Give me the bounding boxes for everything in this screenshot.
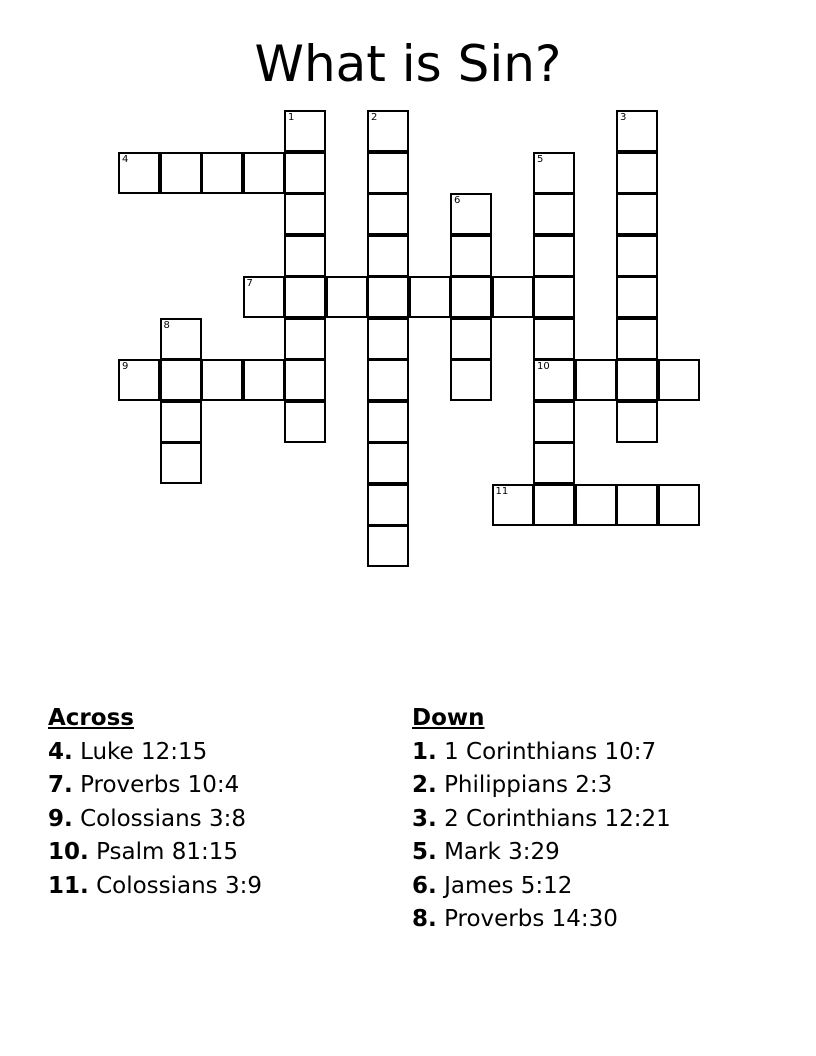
grid-cell[interactable] (533, 484, 575, 526)
grid-cell[interactable] (160, 359, 202, 401)
clue-num: 9. (48, 805, 73, 832)
clue-text: Philippians 2:3 (444, 772, 613, 798)
grid-cell[interactable] (160, 318, 202, 360)
grid-cell[interactable] (367, 276, 409, 318)
grid-cell[interactable] (367, 359, 409, 401)
grid-cell[interactable] (367, 110, 409, 152)
grid-cell[interactable] (492, 276, 534, 318)
clue-number: 2 (371, 112, 378, 123)
clue-item (48, 836, 262, 870)
grid-cell[interactable] (118, 152, 160, 194)
clue-number: 11 (495, 485, 509, 497)
clue-item (48, 736, 262, 770)
grid-cell[interactable] (201, 359, 243, 401)
clue-item (48, 870, 262, 904)
clue-text: Proverbs 10:4 (80, 772, 240, 798)
across-clues (48, 702, 262, 903)
clue-num: 3. (412, 805, 437, 832)
clue-number: 9 (122, 361, 129, 372)
grid-cell[interactable] (367, 442, 409, 484)
clue-num: 2. (412, 772, 437, 798)
clue-num: 5. (412, 839, 437, 865)
grid-cell[interactable] (575, 484, 617, 526)
grid-cell[interactable] (658, 359, 700, 401)
grid-cell[interactable] (616, 484, 658, 526)
grid-cell[interactable] (533, 152, 575, 194)
clue-num: 10. (48, 839, 89, 865)
grid-cell[interactable] (367, 318, 409, 360)
clue-number: 3 (620, 112, 627, 123)
clue-item (412, 903, 671, 937)
clue-item (48, 803, 262, 837)
grid-cell[interactable] (450, 193, 492, 235)
clue-text: Proverbs 14:30 (444, 906, 618, 932)
grid-cell[interactable] (616, 152, 658, 194)
clue-num: 7. (48, 772, 73, 798)
clue-number: 5 (537, 153, 544, 165)
grid-cell[interactable] (118, 359, 160, 401)
grid-cell[interactable] (367, 152, 409, 194)
grid-cell[interactable] (284, 152, 326, 194)
grid-cell[interactable] (284, 359, 326, 401)
clue-text: James 5:12 (444, 872, 573, 899)
grid-cell[interactable] (160, 152, 202, 194)
grid-cell[interactable] (616, 235, 658, 277)
grid-cell[interactable] (616, 401, 658, 443)
down-clue-list (412, 736, 671, 937)
grid-cell[interactable] (326, 276, 368, 318)
grid-cell[interactable] (492, 484, 534, 526)
grid-cell[interactable] (284, 318, 326, 360)
clue-num: 4. (48, 738, 73, 765)
grid-cell[interactable] (243, 276, 285, 318)
grid-cell[interactable] (616, 110, 658, 152)
clue-item (412, 803, 671, 837)
grid-cell[interactable] (533, 193, 575, 235)
grid-cell[interactable] (616, 193, 658, 235)
grid-cell[interactable] (533, 401, 575, 443)
grid-cell[interactable] (284, 401, 326, 443)
clue-number: 8 (163, 319, 170, 331)
clue-text: 2 Corinthians 12:21 (444, 805, 671, 832)
clue-item (412, 736, 671, 770)
grid-cell[interactable] (367, 401, 409, 443)
grid-cell[interactable] (450, 318, 492, 360)
grid-cell[interactable] (284, 235, 326, 277)
grid-cell[interactable] (367, 235, 409, 277)
grid-cell[interactable] (367, 525, 409, 567)
clue-num: 6. (412, 872, 437, 899)
clue-num: 1. (412, 738, 437, 765)
grid-cell[interactable] (533, 318, 575, 360)
clue-text: Colossians 3:8 (80, 805, 246, 832)
grid-cell[interactable] (533, 442, 575, 484)
grid-cell[interactable] (533, 276, 575, 318)
grid-cell[interactable] (367, 484, 409, 526)
grid-cell[interactable] (367, 193, 409, 235)
grid-cell[interactable] (533, 235, 575, 277)
clue-text: Mark 3:29 (444, 839, 560, 865)
grid-cell[interactable] (658, 484, 700, 526)
grid-cell[interactable] (284, 110, 326, 152)
clue-item (412, 836, 671, 870)
grid-cell[interactable] (243, 152, 285, 194)
grid-cell[interactable] (616, 359, 658, 401)
grid-cell[interactable] (450, 359, 492, 401)
grid-cell[interactable] (284, 193, 326, 235)
clue-number: 10 (537, 361, 550, 372)
grid-cell[interactable] (616, 276, 658, 318)
clue-num: 8. (412, 906, 437, 932)
grid-cell[interactable] (575, 359, 617, 401)
clue-number: 1 (288, 112, 295, 123)
down-heading: Down (412, 705, 485, 731)
grid-cell[interactable] (450, 276, 492, 318)
clue-item (412, 769, 671, 803)
grid-cell[interactable] (450, 235, 492, 277)
grid-cell[interactable] (284, 276, 326, 318)
clue-number: 4 (122, 153, 129, 165)
across-clue-list (48, 736, 262, 904)
down-clues (412, 702, 671, 937)
clue-text: Luke 12:15 (80, 738, 208, 765)
grid-cell[interactable] (243, 359, 285, 401)
grid-cell[interactable] (616, 318, 658, 360)
grid-cell[interactable] (409, 276, 451, 318)
clue-number: 7 (246, 278, 253, 289)
grid-cell[interactable] (160, 401, 202, 443)
clue-text: 1 Corinthians 10:7 (444, 738, 657, 765)
grid-cell[interactable] (533, 359, 575, 401)
puzzle-title: What is Sin? (254, 35, 562, 93)
clue-number: 6 (454, 195, 461, 206)
clue-item (48, 769, 262, 803)
grid-cell[interactable] (201, 152, 243, 194)
across-heading: Across (48, 705, 134, 731)
grid-cell[interactable] (160, 442, 202, 484)
clue-text: Psalm 81:15 (96, 839, 238, 865)
clue-num: 11. (48, 872, 89, 899)
clue-item (412, 870, 671, 904)
clue-text: Colossians 3:9 (96, 872, 262, 899)
